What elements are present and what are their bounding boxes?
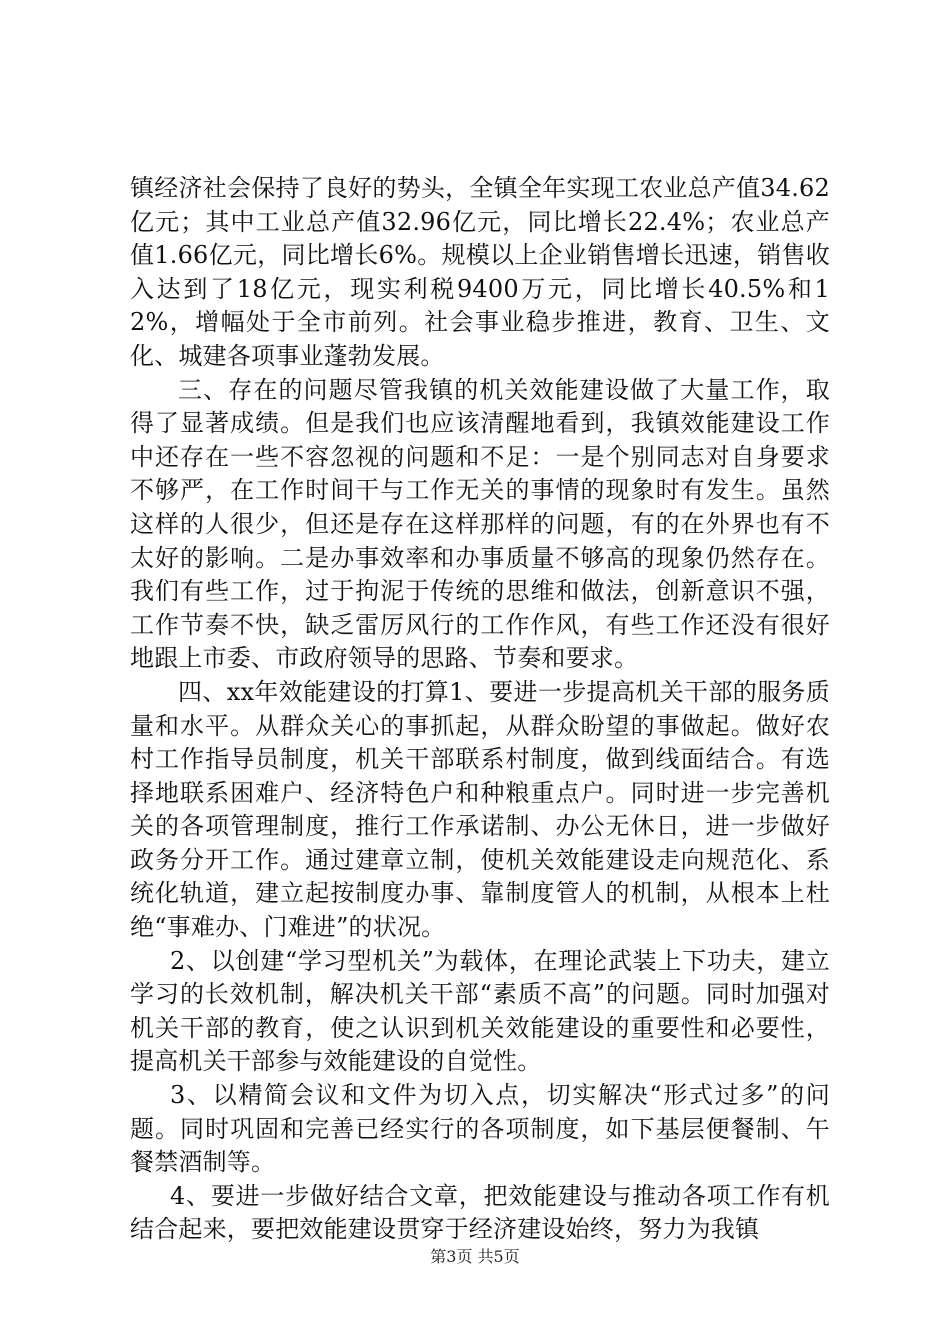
paragraph-plans-item-4: 4、要进一步做好结合文章，把效能建设与推动各项工作有机结合起来，要把效能建设贯穿于经济建设始终，努力为我镇 xyxy=(130,1181,830,1244)
paragraph-economic-summary: 镇经济社会保持了良好的势头，全镇全年实现工农业总产值34.62亿元；其中工业总产值32.96亿元，同比增长22.4%；农业总产值1.66亿元，同比增长6%。规模以上企业销售增长迅速，销售收入达到了18亿元，现实利税9400万元，同比增长40.5%和12%，增幅处于全市前列。社会事业稳步推进，教育、卫生、文化、城建各项事业蓬勃发展。 xyxy=(130,174,830,370)
paragraph-existing-problems: 三、存在的问题尽管我镇的机关效能建设做了大量工作，取得了显著成绩。但是我们也应该清醒地看到，我镇效能建设工作中还存在一些不容忽视的问题和不足：一是个别同志对自身要求不够严，在工作时间干与工作无关的事情的现象时有发生。虽然这样的人很少，但还是存在这样那样的问题，有的在外界也有不太好的影响。二是办事效率和办事质量不够高的现象仍然存在。我们有些工作，过于拘泥于传统的思维和做法，创新意识不强，工作节奏不快，缺乏雷厉风行的工作作风，有些工作还没有很好地跟上市委、市政府领导的思路、节奏和要求。 xyxy=(130,375,830,673)
page-number-footer: 第3页 共5页 xyxy=(430,1247,520,1266)
paragraph-plans-item-2: 2、以创建“学习型机关”为载体，在理论武装上下功夫，建立学习的长效机制，解决机关干部“素质不高”的问题。同时加强对机关干部的教育，使之认识到机关效能建设的重要性和必要性，提高机关干部参与效能建设的自觉性。 xyxy=(130,946,830,1076)
paragraph-plans-item-1: 四、xx年效能建设的打算1、要进一步提高机关干部的服务质量和水平。从群众关心的事抓起，从群众盼望的事做起。做好农村工作指导员制度，机关干部联系村制度，做到线面结合。有选择地联系困难户、经济特色户和种粮重点户。同时进一步完善机关的各项管理制度，推行工作承诺制、办公无休日，进一步做好政务分开工作。通过建章立制，使机关效能建设走向规范化、系统化轨道，建立起按制度办事、靠制度管人的机制，从根本上杜绝“事难办、门难进”的状况。 xyxy=(130,677,830,942)
paragraph-plans-item-3: 3、以精简会议和文件为切入点，切实解决“形式过多”的问题。同时巩固和完善已经实行的各项制度，如下基层便餐制、午餐禁酒制等。 xyxy=(130,1081,830,1177)
document-body xyxy=(130,172,830,1247)
